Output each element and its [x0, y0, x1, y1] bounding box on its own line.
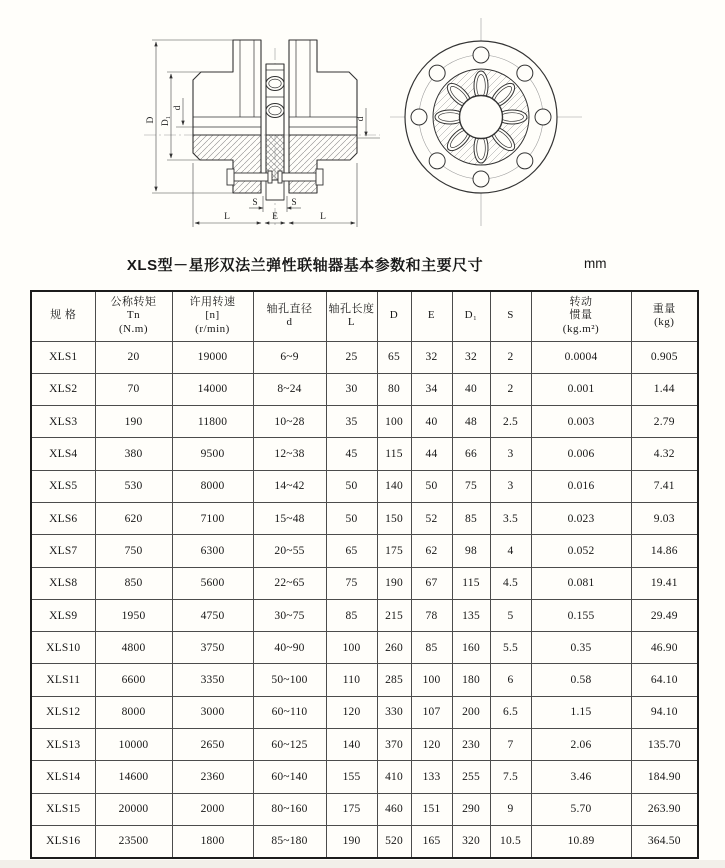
table-cell: 370: [377, 729, 411, 761]
column-header: [253, 291, 326, 341]
column-header-line: (kg): [654, 316, 675, 329]
table-cell: 66: [452, 438, 490, 470]
table-cell: 6300: [172, 535, 253, 567]
table-cell: 0.155: [531, 599, 631, 631]
table-cell: 6.5: [490, 696, 531, 728]
dim-label-D1: D₁: [161, 115, 171, 127]
table-cell: 2: [490, 373, 531, 405]
table-cell: 30: [326, 373, 377, 405]
spec-cell: XLS13: [31, 729, 95, 761]
table-cell: 0.0004: [531, 341, 631, 373]
table-cell: 3.5: [490, 502, 531, 534]
table-cell: 85: [452, 502, 490, 534]
table-cell: 0.081: [531, 567, 631, 599]
table-cell: 10.89: [531, 825, 631, 857]
table-cell: 2: [490, 341, 531, 373]
column-header-line: 转动: [569, 295, 593, 308]
table-row: [31, 664, 698, 696]
table-cell: 8000: [172, 470, 253, 502]
table-cell: 9.03: [631, 502, 698, 534]
table-cell: 7.5: [490, 761, 531, 793]
table-cell: 70: [95, 373, 172, 405]
table-cell: 60~125: [253, 729, 326, 761]
table-cell: 120: [411, 729, 452, 761]
column-header-line: 规 格: [50, 309, 77, 322]
spec-cell: XLS8: [31, 567, 95, 599]
table-cell: 4750: [172, 599, 253, 631]
table-cell: 85~180: [253, 825, 326, 857]
table-cell: 135: [452, 599, 490, 631]
table-cell: 0.016: [531, 470, 631, 502]
column-header: [377, 291, 411, 341]
table-row: [31, 470, 698, 502]
table-cell: 14000: [172, 373, 253, 405]
table-cell: 0.905: [631, 341, 698, 373]
spec-cell: XLS12: [31, 696, 95, 728]
table-cell: 1.15: [531, 696, 631, 728]
table-cell: 620: [95, 502, 172, 534]
table-cell: 46.90: [631, 632, 698, 664]
table-cell: 150: [377, 502, 411, 534]
table-cell: 530: [95, 470, 172, 502]
column-header-line: 轴孔长度: [328, 302, 375, 315]
hub-section-lower: [193, 135, 357, 200]
table-cell: 4.5: [490, 567, 531, 599]
table-cell: 19.41: [631, 567, 698, 599]
table-cell: 40: [411, 406, 452, 438]
table-cell: 410: [377, 761, 411, 793]
column-header-line: d: [286, 316, 293, 329]
table-cell: 67: [411, 567, 452, 599]
column-header-line: 轴孔直径: [266, 302, 313, 315]
spec-cell: XLS6: [31, 502, 95, 534]
table-cell: 2000: [172, 793, 253, 825]
table-cell: 14600: [95, 761, 172, 793]
table-cell: 1.44: [631, 373, 698, 405]
table-cell: 80: [377, 373, 411, 405]
table-cell: 330: [377, 696, 411, 728]
table-cell: 7.41: [631, 470, 698, 502]
table-cell: 133: [411, 761, 452, 793]
table-cell: 184.90: [631, 761, 698, 793]
coupling-cross-section-drawing: [130, 20, 390, 240]
table-row: [31, 438, 698, 470]
table-cell: 65: [377, 341, 411, 373]
table-cell: 50: [326, 502, 377, 534]
table-cell: 80~160: [253, 793, 326, 825]
table-row: [31, 567, 698, 599]
title-row: [0, 254, 725, 280]
bolt-hole: [429, 153, 445, 169]
front-view-svg: [390, 18, 610, 230]
table-cell: 40~90: [253, 632, 326, 664]
table-cell: 155: [326, 761, 377, 793]
table-cell: 8~24: [253, 373, 326, 405]
table-cell: 1800: [172, 825, 253, 857]
table-cell: 5.70: [531, 793, 631, 825]
table-cell: 11800: [172, 406, 253, 438]
table-cell: 3.46: [531, 761, 631, 793]
table-cell: 5.5: [490, 632, 531, 664]
table-cell: 4.32: [631, 438, 698, 470]
column-header-line: [n]: [205, 309, 220, 322]
table-cell: 50: [326, 470, 377, 502]
table-cell: 4800: [95, 632, 172, 664]
column-header: [452, 291, 490, 341]
table-cell: 22~65: [253, 567, 326, 599]
bolt-hole: [411, 109, 427, 125]
dim-label-S-left: S: [252, 198, 258, 208]
table-cell: 48: [452, 406, 490, 438]
table-cell: 0.023: [531, 502, 631, 534]
table-cell: 115: [377, 438, 411, 470]
dimension-d-right: [357, 108, 380, 138]
table-cell: 40: [452, 373, 490, 405]
table-cell: 3000: [172, 696, 253, 728]
table-cell: 10~28: [253, 406, 326, 438]
column-header-line: D₁: [464, 309, 478, 322]
column-header-line: 许用转速: [189, 295, 236, 308]
table-header: [31, 291, 698, 341]
dim-label-L-right: L: [320, 212, 326, 222]
table-cell: 120: [326, 696, 377, 728]
table-cell: 110: [326, 664, 377, 696]
table-cell: 260: [377, 632, 411, 664]
table-cell: 85: [326, 599, 377, 631]
table-cell: 364.50: [631, 825, 698, 857]
table-cell: 10.5: [490, 825, 531, 857]
column-header: [411, 291, 452, 341]
table-row: [31, 793, 698, 825]
table-cell: 78: [411, 599, 452, 631]
bolt-hole: [473, 47, 489, 63]
table-cell: 100: [411, 664, 452, 696]
column-header: [95, 291, 172, 341]
table-cell: 12~38: [253, 438, 326, 470]
table-cell: 2360: [172, 761, 253, 793]
table-cell: 520: [377, 825, 411, 857]
dimension-d-left: [176, 98, 193, 127]
table-cell: 30~75: [253, 599, 326, 631]
table-cell: 0.003: [531, 406, 631, 438]
table-row: [31, 729, 698, 761]
table-cell: 6600: [95, 664, 172, 696]
table-cell: 20000: [95, 793, 172, 825]
table-cell: 35: [326, 406, 377, 438]
table-cell: 15~48: [253, 502, 326, 534]
table-row: [31, 502, 698, 534]
table-cell: 285: [377, 664, 411, 696]
dim-label-L-left: L: [224, 212, 230, 222]
table-cell: 0.58: [531, 664, 631, 696]
table-cell: 255: [452, 761, 490, 793]
table-cell: 107: [411, 696, 452, 728]
table-cell: 52: [411, 502, 452, 534]
table-cell: 750: [95, 535, 172, 567]
table-cell: 32: [452, 341, 490, 373]
table-cell: 100: [326, 632, 377, 664]
table-row: [31, 825, 698, 857]
table-cell: 2.79: [631, 406, 698, 438]
table-cell: 0.35: [531, 632, 631, 664]
table-body: [31, 341, 698, 858]
spec-cell: XLS16: [31, 825, 95, 857]
table-cell: 3: [490, 470, 531, 502]
table-cell: 9: [490, 793, 531, 825]
spec-cell: XLS7: [31, 535, 95, 567]
page-title: XLS型－星形双法兰弹性联轴器基本参数和主要尺寸: [126, 257, 484, 274]
table-cell: 215: [377, 599, 411, 631]
bolt-hole: [473, 171, 489, 187]
table-row: [31, 535, 698, 567]
column-header-line: Tn: [126, 309, 141, 322]
column-header-line: E: [427, 309, 436, 322]
table-row: [31, 373, 698, 405]
table-cell: 160: [452, 632, 490, 664]
table-cell: 320: [452, 825, 490, 857]
spec-cell: XLS14: [31, 761, 95, 793]
table-cell: 3: [490, 438, 531, 470]
table-cell: 230: [452, 729, 490, 761]
table-cell: 6: [490, 664, 531, 696]
bolt-hole: [429, 65, 445, 81]
dim-label-d-left: d: [173, 105, 183, 111]
unit-label: mm: [584, 256, 607, 271]
dim-label-S-right: S: [291, 198, 297, 208]
table-cell: 190: [95, 406, 172, 438]
table-cell: 100: [377, 406, 411, 438]
page-bottom-strip: [0, 860, 725, 868]
dim-label-E: E: [272, 212, 278, 222]
table-cell: 25: [326, 341, 377, 373]
table-cell: 9500: [172, 438, 253, 470]
column-header-line: 重量: [652, 302, 676, 315]
dim-label-d-right: d: [356, 116, 366, 122]
table-cell: 3750: [172, 632, 253, 664]
table-cell: 4: [490, 535, 531, 567]
column-header-line: (N.m): [118, 323, 149, 336]
table-cell: 200: [452, 696, 490, 728]
coupling-front-view-drawing: [390, 18, 610, 230]
table-row: [31, 406, 698, 438]
table-cell: 2650: [172, 729, 253, 761]
column-header-line: 惯量: [569, 309, 593, 322]
table-cell: 165: [411, 825, 452, 857]
table-cell: 2.06: [531, 729, 631, 761]
bolt-hole: [517, 65, 533, 81]
table-cell: 50~100: [253, 664, 326, 696]
table-cell: 14.86: [631, 535, 698, 567]
table-cell: 140: [326, 729, 377, 761]
table-cell: 8000: [95, 696, 172, 728]
column-header-line: L: [347, 316, 356, 329]
table-cell: 290: [452, 793, 490, 825]
table-cell: 19000: [172, 341, 253, 373]
spec-cell: XLS1: [31, 341, 95, 373]
table-cell: 20: [95, 341, 172, 373]
table-cell: 45: [326, 438, 377, 470]
spec-cell: XLS15: [31, 793, 95, 825]
column-header-line: 公称转矩: [110, 295, 157, 308]
column-header: [31, 291, 95, 341]
table-cell: 2.5: [490, 406, 531, 438]
table-cell: 115: [452, 567, 490, 599]
table-cell: 140: [377, 470, 411, 502]
table-cell: 0.001: [531, 373, 631, 405]
dim-label-D: D: [146, 116, 156, 124]
bore-circle: [460, 96, 503, 139]
column-header: [631, 291, 698, 341]
table-cell: 180: [452, 664, 490, 696]
table-cell: 850: [95, 567, 172, 599]
column-header: [326, 291, 377, 341]
table-cell: 0.052: [531, 535, 631, 567]
spec-cell: XLS11: [31, 664, 95, 696]
table-cell: 5600: [172, 567, 253, 599]
table-cell: 10000: [95, 729, 172, 761]
table-cell: 380: [95, 438, 172, 470]
table-cell: 29.49: [631, 599, 698, 631]
table-cell: 44: [411, 438, 452, 470]
bolt-hole: [535, 109, 551, 125]
table-row: [31, 632, 698, 664]
table-cell: 75: [326, 567, 377, 599]
table-cell: 190: [326, 825, 377, 857]
table-cell: 85: [411, 632, 452, 664]
header-row: [31, 291, 698, 341]
table-cell: 50: [411, 470, 452, 502]
table-cell: 65: [326, 535, 377, 567]
table-cell: 5: [490, 599, 531, 631]
table-cell: 7: [490, 729, 531, 761]
table-cell: 98: [452, 535, 490, 567]
table-cell: 14~42: [253, 470, 326, 502]
column-header-line: (r/min): [195, 323, 230, 336]
table-cell: 60~140: [253, 761, 326, 793]
bolt-hole: [517, 153, 533, 169]
table-cell: 1950: [95, 599, 172, 631]
table-cell: 75: [452, 470, 490, 502]
table-cell: 6~9: [253, 341, 326, 373]
spec-cell: XLS10: [31, 632, 95, 664]
spec-cell: XLS2: [31, 373, 95, 405]
spec-cell: XLS9: [31, 599, 95, 631]
table-cell: 94.10: [631, 696, 698, 728]
table-cell: 175: [377, 535, 411, 567]
table-row: [31, 696, 698, 728]
table-cell: 0.006: [531, 438, 631, 470]
table-cell: 460: [377, 793, 411, 825]
table-cell: 32: [411, 341, 452, 373]
spec-table: [30, 290, 699, 859]
spec-cell: XLS4: [31, 438, 95, 470]
table-cell: 263.90: [631, 793, 698, 825]
table-cell: 151: [411, 793, 452, 825]
table-cell: 60~110: [253, 696, 326, 728]
column-header-line: D: [389, 309, 399, 322]
cross-section-svg: [130, 20, 390, 240]
table-row: [31, 761, 698, 793]
table-cell: 64.10: [631, 664, 698, 696]
table-cell: 23500: [95, 825, 172, 857]
table-cell: 135.70: [631, 729, 698, 761]
table-cell: 20~55: [253, 535, 326, 567]
spec-cell: XLS5: [31, 470, 95, 502]
column-header: [490, 291, 531, 341]
spec-cell: XLS3: [31, 406, 95, 438]
table-cell: 34: [411, 373, 452, 405]
column-header-line: (kg.m²): [562, 323, 600, 336]
column-header: [172, 291, 253, 341]
table-cell: 7100: [172, 502, 253, 534]
column-header-line: S: [507, 309, 514, 322]
table-cell: 3350: [172, 664, 253, 696]
table-cell: 175: [326, 793, 377, 825]
table-cell: 190: [377, 567, 411, 599]
table-row: [31, 599, 698, 631]
table-cell: 62: [411, 535, 452, 567]
column-header: [531, 291, 631, 341]
table-row: [31, 341, 698, 373]
